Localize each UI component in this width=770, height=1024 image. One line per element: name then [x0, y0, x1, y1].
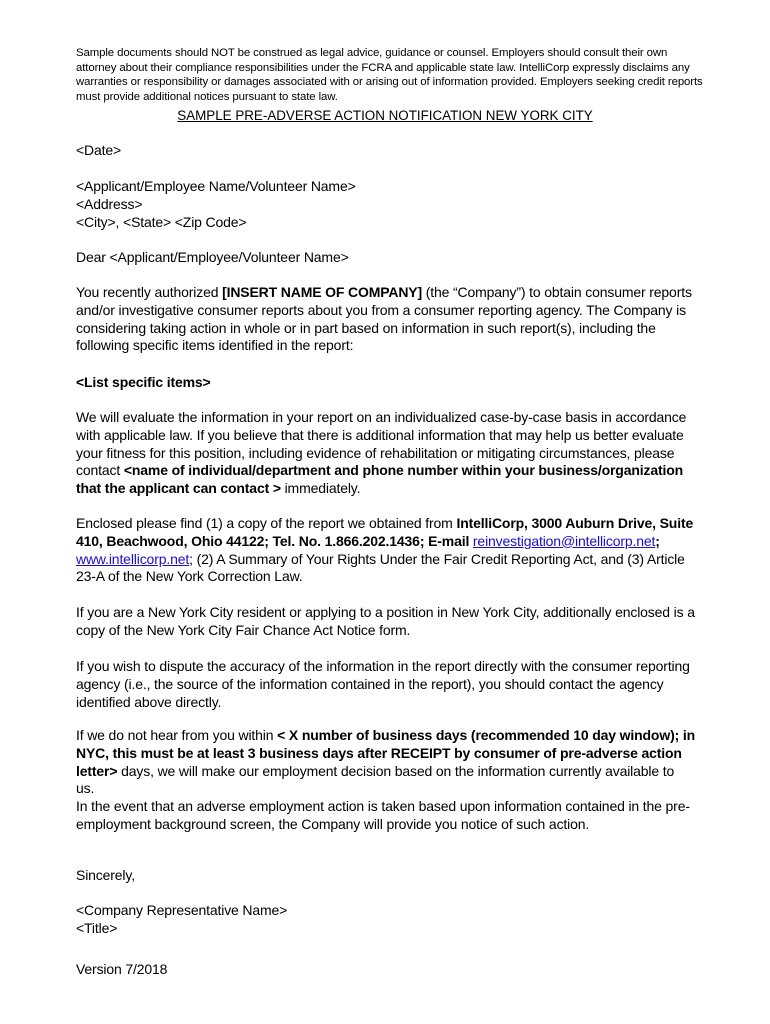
- paragraph-text: (the “Company”) to obtain consumer reports and/or investigative consumer reports about you from a consumer reporting agency. The Company is considering taking action in whole or in part based on information in such report(s), including the following specific items identified in the report:: [76, 284, 692, 354]
- paragraph-text: You recently authorized: [76, 284, 223, 300]
- list-items-text: <List specific items>: [76, 374, 211, 390]
- paragraph-authorization: [76, 284, 696, 355]
- recipient-name: <Applicant/Employee Name/Volunteer Name>: [76, 178, 356, 194]
- recipient-city-state-zip: <City>, <State> <Zip Code>: [76, 213, 247, 230]
- representative-title: <Title>: [76, 919, 118, 936]
- version-label: Version 7/2018: [76, 961, 168, 977]
- paragraph-adverse-action: In the event that an adverse employment action is taken based upon information contained in the pre-employment background screen, the Company will provide you notice of such action.: [76, 798, 690, 832]
- paragraph-text: days, we will make our employment decision based on the information currently available to us.: [76, 762, 675, 797]
- paragraph-text: immediately.: [280, 480, 361, 497]
- paragraph-nyc-resident: If you are a New York City resident or applying to a position in New York City, additionally enclosed is a copy of the New York City Fair Chance Act Notice form.: [76, 604, 695, 638]
- paragraph-text: If we do not hear from you within: [76, 727, 278, 743]
- recipient-address-block: [76, 178, 696, 231]
- separator: ;: [655, 532, 660, 549]
- document-title: SAMPLE PRE-ADVERSE ACTION NOTIFICATION NEW YORK CITY: [177, 108, 593, 123]
- list-items-placeholder: [76, 374, 696, 392]
- date-placeholder: <Date>: [76, 142, 122, 158]
- email-link[interactable]: reinvestigation@intellicorp.net: [472, 532, 656, 549]
- recipient-street: <Address>: [76, 195, 143, 212]
- paragraph-dispute: If you wish to dispute the accuracy of the information in the report directly with the consumer reporting agency (i.e., the source of the information contained in the report), you should contact the agency identified above directly.: [76, 658, 690, 710]
- business-days-placeholder: < X number of business days (recommended 10 day window); in NYC, this must be at least 3 business days after RECEIPT by consumer of pre-adverse action letter>: [76, 727, 695, 779]
- paragraph-text: We will evaluate the information in your report on an individualized case-by-case basis in accordance with applicable law. If you believe that there is additional information that may help us better evaluate your fitness for this position, including evidence of rehabilitation or mitigating circumstances, please contact: [76, 409, 687, 479]
- paragraph-evaluation: [76, 409, 696, 498]
- paragraph-response-window: [76, 727, 696, 798]
- paragraph-text: Enclosed please find (1) a copy of the report we obtained from: [76, 515, 457, 531]
- representative-name: <Company Representative Name>: [76, 902, 288, 918]
- website-link[interactable]: www.intellicorp.net: [76, 550, 190, 567]
- disclaimer-text: Sample documents should NOT be construed as legal advice, guidance or counsel. Employers should consult their own attorney about their compliance responsibilities under the FCRA and applicable state law. IntelliCorp expressly disclaims any warranties or responsibility or damages associated with or arising out of information provided. Employers seeking credit reports must provide additional notices pursuant to state law.: [76, 47, 703, 103]
- contact-placeholder: <name of individual/department and phone number within your business/organization that the applicant can contact >: [76, 462, 684, 497]
- agency-contact-info: IntelliCorp, 3000 Auburn Drive, Suite 410, Beachwood, Ohio 44122; Tel. No. 1.866.202.1436; E-mail: [76, 515, 694, 549]
- paragraph-text: ; (2) A Summary of Your Rights Under the Fair Credit Reporting Act, and (3) Article 23-A of the New York Correction Law.: [76, 550, 685, 585]
- signature-block: [76, 902, 696, 938]
- paragraph-enclosures: [76, 515, 696, 586]
- closing: Sincerely,: [76, 867, 135, 883]
- salutation: Dear <Applicant/Employee/Volunteer Name>: [76, 249, 349, 265]
- company-name-placeholder: [INSERT NAME OF COMPANY]: [222, 284, 423, 300]
